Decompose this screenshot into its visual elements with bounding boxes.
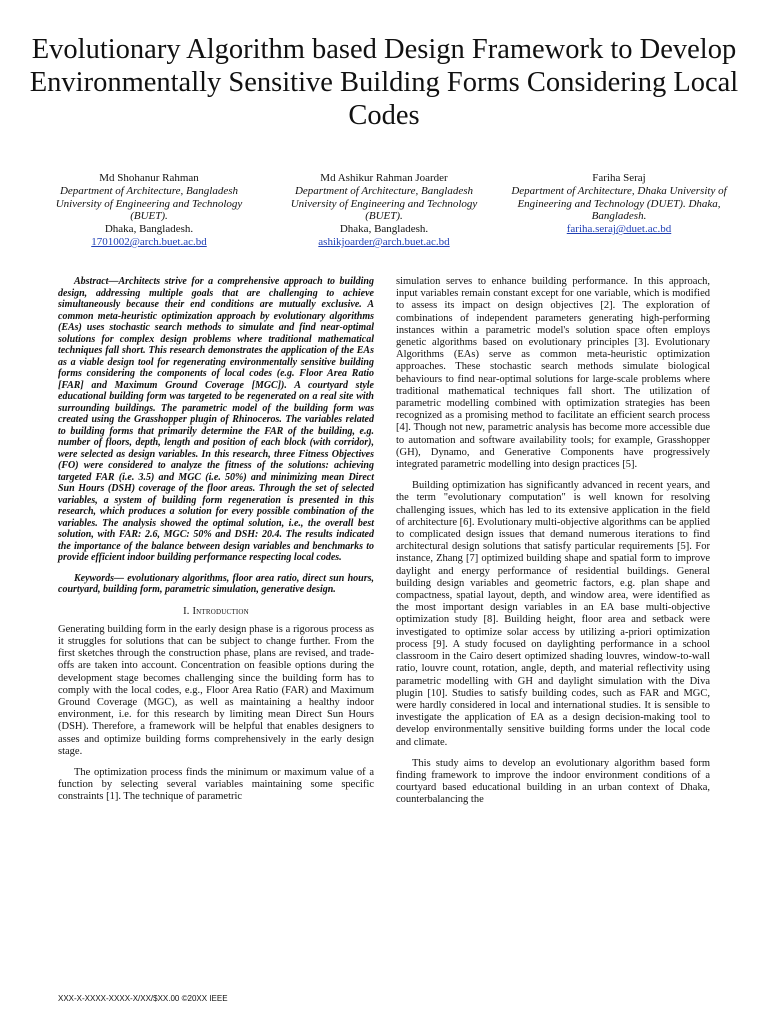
left-column — [58, 276, 374, 813]
section-heading — [58, 606, 374, 618]
section-title: Introduction — [192, 605, 249, 617]
paper-title: Evolutionary Algorithm based Design Framework to Develop Environmentally Sensitive Building Forms Considering Local Codes — [29, 34, 739, 131]
author-2 — [275, 172, 493, 249]
body-paragraph: Generating building form in the early design phase is a rigorous process as it struggles for solutions that can be subject to change further. From the first sketches through the construction phase, plans are revised, and trade-offs are taken into account. Concentration on feasible options during the development stage becomes challenging since the building form has to comply with the local codes, e.g., Floor Area Ratio (FAR) and Maximum Ground Coverage (MGC), as well as maintaining a healthy indoor environment, i.e. for this research by limiting mean Direct Sun Hours (DSH). Therefore, a framework will be helpful that enables designers to asses and optimize building forms comprehensively in the early design stage. — [58, 623, 374, 757]
author-location: Dhaka, Bangladesh. — [104, 223, 194, 236]
abstract — [58, 276, 374, 564]
author-1 — [40, 172, 258, 249]
author-affiliation: Department of Architecture, Dhaka University of Engineering and Technology (DUET). Dhaka, Bangladesh. — [511, 184, 727, 223]
right-column — [396, 276, 710, 816]
author-name: Md Ashikur Rahman Joarder — [320, 172, 448, 184]
copyright-footer: XXX-X-XXXX-XXXX-X/XX/$XX.00 ©20XX IEEE — [58, 994, 228, 1003]
author-email-link[interactable]: 1701002@arch.buet.ac.bd — [91, 235, 207, 248]
author-affiliation: Department of Architecture, Bangladesh University of Engineering and Technology (BUET). — [290, 184, 478, 223]
abstract-body: Architects strive for a comprehensive approach to building design, addressing multiple goals that are challenging to achieve simultaneously because their end conditions are mutually exclusive. A common meta-heuristic optimization approach by evolutionary algorithms (EAs) uses stochastic search methods to simulate and find near-optimal solutions for complex design problems where traditional mathematical techniques fall short. This research demonstrates the application of the EAs as a viable design tool for regenerating environmentally sensitive building forms considering the components of local codes (e.g. Floor Area Ratio [FAR] and Maximum Ground Coverage [MGC]). A courtyard style educational building form was targeted to be regenerated on a real site with surrounding buildings. The parametric model of the building form was created using the Grasshopper plugin of Rhinoceros. The variables related to building forms that primarily determine the FAR of the building, e.g. number of floors, depth, length and position of each block (with corridor), were selected as design variables. In this research, three Fitness Objectives (FO) were considered to analyze the fitness of the solutions: achieving targeted FAR (i.e. 3.5) and MGC (i.e. 50%) and minimizing mean Direct Sun Hours (DSH) coverage of the floor areas. Through the set of selected variables, a system of building form regeneration is presented in this research, which produces a solution for every possible combination of the variables. The analysis showed the optimal solution, i.e., the overall best solution, with FAR: 2.6, MGC: 50% and DSH: 20.4. The results indicated the importance of the balance between design variables and benchmarks to provide efficient indoor building performance respecting local codes. — [58, 276, 374, 563]
keywords-body: evolutionary algorithms, floor area ratio, direct sun hours, courtyard, building form, parametric simulation, generative design. — [58, 572, 374, 595]
author-3 — [510, 172, 728, 249]
keywords-label: Keywords— — [74, 572, 124, 584]
author-name: Fariha Seraj — [592, 172, 646, 184]
section-number: I. — [183, 605, 190, 617]
author-email-link[interactable]: fariha.seraj@duet.ac.bd — [566, 223, 672, 236]
abstract-label: Abstract— — [74, 276, 119, 287]
author-email-link[interactable]: ashikjoarder@arch.buet.ac.bd — [318, 235, 450, 248]
author-name: Md Shohanur Rahman — [99, 172, 199, 184]
body-paragraph: simulation serves to enhance building performance. In this approach, input variables remain constant except for one variable, which is modified to assess its impact on design objectives [2]. The exploration of combinations of independent parameters generating high-performing instances within a parametric model's solution space often employs genetic algorithms based on evolutionary principles [3]. Evolutionary Algorithms (EAs) serve as common meta-heuristic optimization approaches. These stochastic search methods simulate biological behaviours to find near-optimal solutions for large-scale problems where traditional mathematical techniques fall short. The utilization of parametric modelling combined with optimization strategies has been recognized as a promising method to facilitate an efficient search process [4]. Though not new, parametric analysis has become more accessible due to automation and software availability tools; for example, Grasshopper (GH), Dynamo, and Generative Components have progressively integrated parametric modelling into design practices [5]. — [396, 276, 710, 471]
body-paragraph: This study aims to develop an evolutionary algorithm based form finding framework to improve the indoor environment conditions of a courtyard based educational building in an urban context of Dhaka, counterbalancing the — [396, 757, 710, 806]
author-block — [40, 172, 728, 249]
author-affiliation: Department of Architecture, Bangladesh University of Engineering and Technology (BUET). — [55, 184, 243, 223]
keywords — [58, 573, 374, 596]
body-paragraph: Building optimization has significantly advanced in recent years, and the term "evolutionary computation" is well known for resolving challenging issues, which has led to its extensive application in the field of architecture [6]. Evolutionary multi-objective algorithms can be applied to complicated design issues that demand numerous iterations to find architectural design solutions that satisfy particular requirements [5]. For instance, Zhang [7] optimized building shape and spatial form to improve daylight and energy performance of residential buildings. General building design variables and geometric factors, e.g. plan shape and compactness, spatial layout, depth, and window area, were identified as the most important design variables in an EA base multi-objective optimization study [8]. Building height, floor area and setback were investigated to optimize solar access by utilizing a-priori optimization process [9]. A study focused on daylighting performance in a school classroom in the Cairo desert optimized shading louvres, window-to-wall ratio, louvre count, rotation, angle, depth, and material reflectivity using parametric modelling with GH and daylight simulation with the Diva plugin [10]. Studies to satisfy building codes, such as FAR and MGC, were hardly considered in local and international studies. It is sensible to investigate the application of EA as a design decision-making tool to develop environmentally sensitive building forms under the local code and climate. — [396, 480, 710, 748]
author-location: Dhaka, Bangladesh. — [339, 223, 429, 236]
body-paragraph: The optimization process finds the minimum or maximum value of a function by selecting several variables maintaining some specific constraints [1]. The technique of parametric — [58, 766, 374, 803]
